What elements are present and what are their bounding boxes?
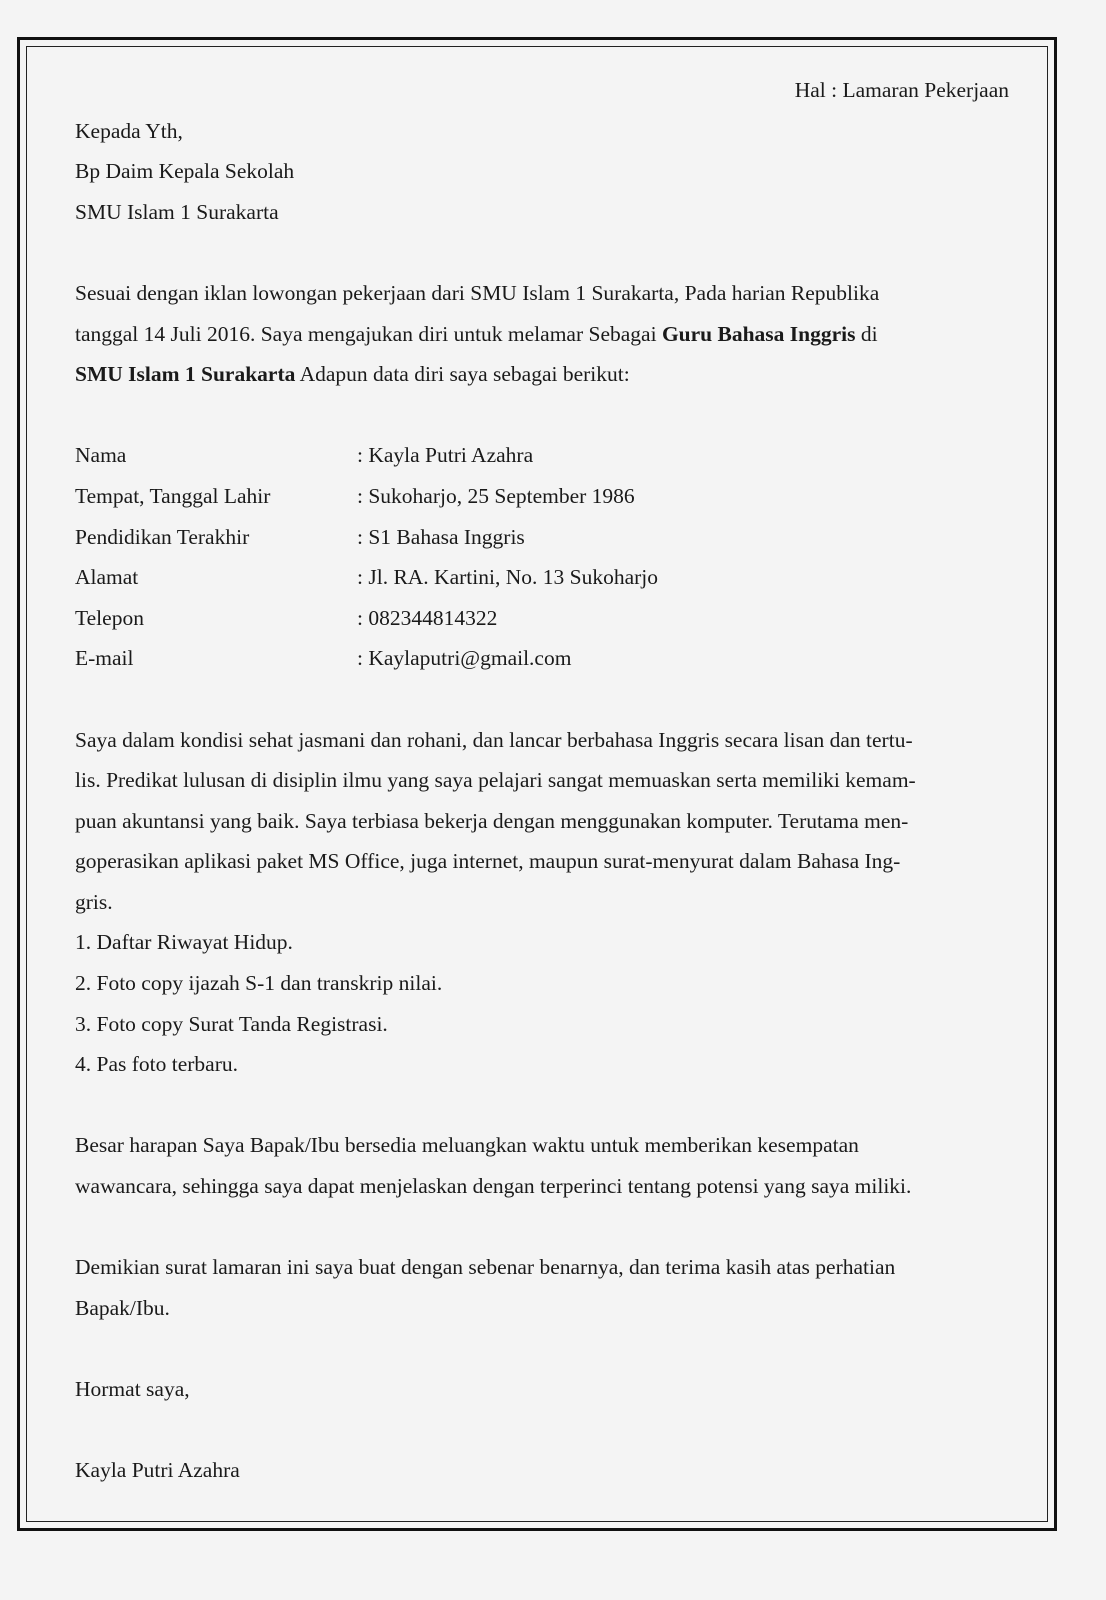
data-value: : Jl. RA. Kartini, No. 13 Sukoharjo bbox=[357, 565, 658, 590]
data-label: Alamat bbox=[75, 565, 139, 590]
data-row-birth bbox=[75, 476, 1025, 517]
position-applied: Guru Bahasa Inggris bbox=[661, 321, 856, 346]
school-name: SMU Islam 1 Surakarta bbox=[75, 362, 296, 387]
recipient-institution: SMU Islam 1 Surakarta bbox=[75, 199, 279, 224]
body-line: puan akuntansi yang baik. Saya terbiasa bekerja dengan menggunakan komputer. Terutama men- bbox=[75, 808, 909, 833]
intro-line-3 bbox=[75, 354, 1025, 395]
data-value: : Kaylaputri@gmail.com bbox=[357, 646, 572, 671]
data-row-nama bbox=[75, 435, 1025, 476]
data-value: : Sukoharjo, 25 September 1986 bbox=[357, 483, 635, 508]
body-line: gris. bbox=[75, 889, 113, 914]
qualification-paragraph bbox=[75, 720, 1025, 923]
intro-text: Adapun data diri saya sebagai berikut: bbox=[295, 362, 630, 387]
recipient-name: Bp Daim Kepala Sekolah bbox=[75, 159, 295, 184]
attachment-list bbox=[75, 922, 1025, 1084]
data-row-education bbox=[75, 517, 1025, 558]
data-label: Pendidikan Terakhir bbox=[75, 524, 250, 549]
closing-line: Demikian surat lamaran ini saya buat dengan sebenar benarnya, dan terima kasih atas perhatian bbox=[75, 1255, 896, 1280]
body-line: Saya dalam kondisi sehat jasmani dan rohani, dan lancar berbahasa Inggris secara lisan dan tertu- bbox=[75, 727, 913, 752]
intro-paragraph bbox=[75, 273, 1025, 395]
data-label: E-mail bbox=[75, 646, 134, 671]
list-item: 3. Foto copy Surat Tanda Registrasi. bbox=[75, 1011, 388, 1036]
salutation: Hormat saya, bbox=[75, 1377, 190, 1401]
data-label: Telepon bbox=[75, 605, 144, 630]
hope-paragraph bbox=[75, 1125, 1025, 1206]
body-line: lis. Predikat lulusan di disiplin ilmu yang saya pelajari sangat memuaskan serta memiliki kemam- bbox=[75, 768, 916, 793]
list-item: 4. Pas foto terbaru. bbox=[75, 1052, 239, 1077]
data-row-email bbox=[75, 638, 1025, 679]
intro-line-1: Sesuai dengan iklan lowongan pekerjaan dari SMU Islam 1 Surakarta, Pada harian Republika bbox=[75, 280, 880, 305]
subject-line: Hal : Lamaran Pekerjaan bbox=[794, 78, 1009, 102]
intro-text: di bbox=[855, 321, 878, 346]
hope-line: Besar harapan Saya Bapak/Ibu bersedia meluangkan waktu untuk memberikan kesempatan bbox=[75, 1133, 859, 1158]
data-row-address bbox=[75, 557, 1025, 598]
list-item: 1. Daftar Riwayat Hidup. bbox=[75, 930, 293, 955]
closing-paragraph bbox=[75, 1247, 1025, 1328]
intro-line-2 bbox=[75, 314, 1025, 355]
hope-line: wawancara, sehingga saya dapat menjelaskan dengan terperinci tentang potensi yang saya miliki. bbox=[75, 1174, 912, 1199]
intro-text: tanggal 14 Juli 2016. Saya mengajukan diri untuk melamar Sebagai bbox=[75, 321, 662, 346]
letter-body bbox=[75, 70, 1025, 1491]
data-value: : 082344814322 bbox=[357, 605, 498, 630]
list-item: 2. Foto copy ijazah S-1 dan transkrip nilai. bbox=[75, 971, 443, 996]
data-label: Tempat, Tanggal Lahir bbox=[75, 483, 271, 508]
data-row-phone bbox=[75, 598, 1025, 639]
data-label: Nama bbox=[75, 443, 127, 468]
closing-line: Bapak/Ibu. bbox=[75, 1295, 170, 1320]
signature-name: Kayla Putri Azahra bbox=[75, 1458, 240, 1483]
personal-data-table bbox=[75, 435, 1025, 679]
data-value: : S1 Bahasa Inggris bbox=[357, 524, 525, 549]
body-line: goperasikan aplikasi paket MS Office, juga internet, maupun surat-menyurat dalam Bahasa Ing- bbox=[75, 849, 901, 874]
data-value: : Kayla Putri Azahra bbox=[357, 443, 534, 468]
recipient-greeting: Kepada Yth, bbox=[75, 118, 183, 143]
